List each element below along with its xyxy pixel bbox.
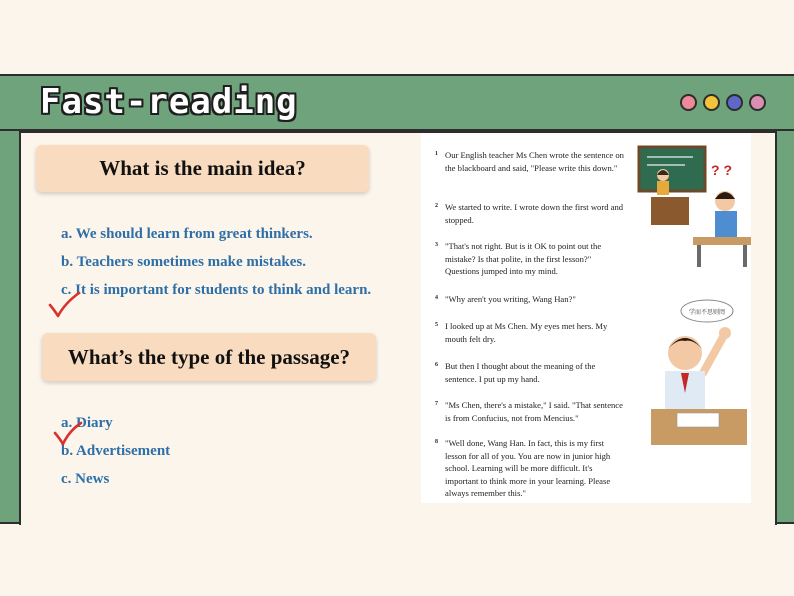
- classroom-illustration: [637, 141, 753, 269]
- paragraph: 2 We started to write. I wrote down the first word and stopped.: [435, 202, 624, 225]
- title-bar: [0, 76, 794, 131]
- paragraph: 5 I looked up at Ms Chen. My eyes met hers. My mouth felt dry.: [435, 321, 608, 344]
- blue-dot-icon: [726, 94, 743, 111]
- svg-text:? ?: ? ?: [711, 162, 732, 178]
- paragraph: 1 Our English teacher Ms Chen wrote the sentence on the blackboard and said, "Please write this down.": [435, 150, 624, 173]
- main-idea-options: [61, 226, 371, 310]
- question-main-idea: What is the main idea?: [36, 145, 369, 192]
- decorative-dots: [680, 94, 766, 111]
- pink-dot-icon: [680, 94, 697, 111]
- option-c[interactable]: c. News: [61, 471, 110, 487]
- paragraph: 8 "Well done, Wang Han. In fact, this is my first lesson for all of you. You are now in junior high school. Learning will be more difficult. It's important to think more in your learning. Please always remember this.": [435, 438, 611, 499]
- svg-text:学而不思则罔: 学而不思则罔: [688, 309, 726, 316]
- page-title: Fast-reading: [40, 82, 298, 122]
- content-panel: [19, 131, 777, 525]
- boy-raising-hand-illustration: [637, 293, 753, 453]
- checkmark-icon: [53, 421, 83, 447]
- reading-passage: [421, 133, 751, 503]
- paragraph: 4 "Why aren't you writing, Wang Han?": [435, 294, 576, 304]
- option-b[interactable]: b. Advertisement: [61, 443, 171, 459]
- option-a[interactable]: a. We should learn from great thinkers.: [61, 226, 313, 242]
- question-passage-type: What’s the type of the passage?: [42, 333, 376, 381]
- rose-dot-icon: [749, 94, 766, 111]
- checkmark-icon: [47, 291, 81, 319]
- paragraph: 6 But then I thought about the meaning of the sentence. I put up my hand.: [435, 361, 596, 384]
- option-a[interactable]: a. Diary: [61, 415, 113, 431]
- yellow-dot-icon: [703, 94, 720, 111]
- paragraph: 7 "Ms Chen, there's a mistake," I said. "That sentence is from Confucius, not from Mencius.": [435, 400, 623, 423]
- paragraph: 3 "That's not right. But is it OK to point out the mistake? Is that polite, in the first lesson?" Questions jumped into my mind.: [435, 241, 602, 277]
- option-b[interactable]: b. Teachers sometimes make mistakes.: [61, 254, 306, 270]
- green-frame: [0, 74, 794, 524]
- option-c[interactable]: c. It is important for students to think and learn.: [61, 282, 372, 298]
